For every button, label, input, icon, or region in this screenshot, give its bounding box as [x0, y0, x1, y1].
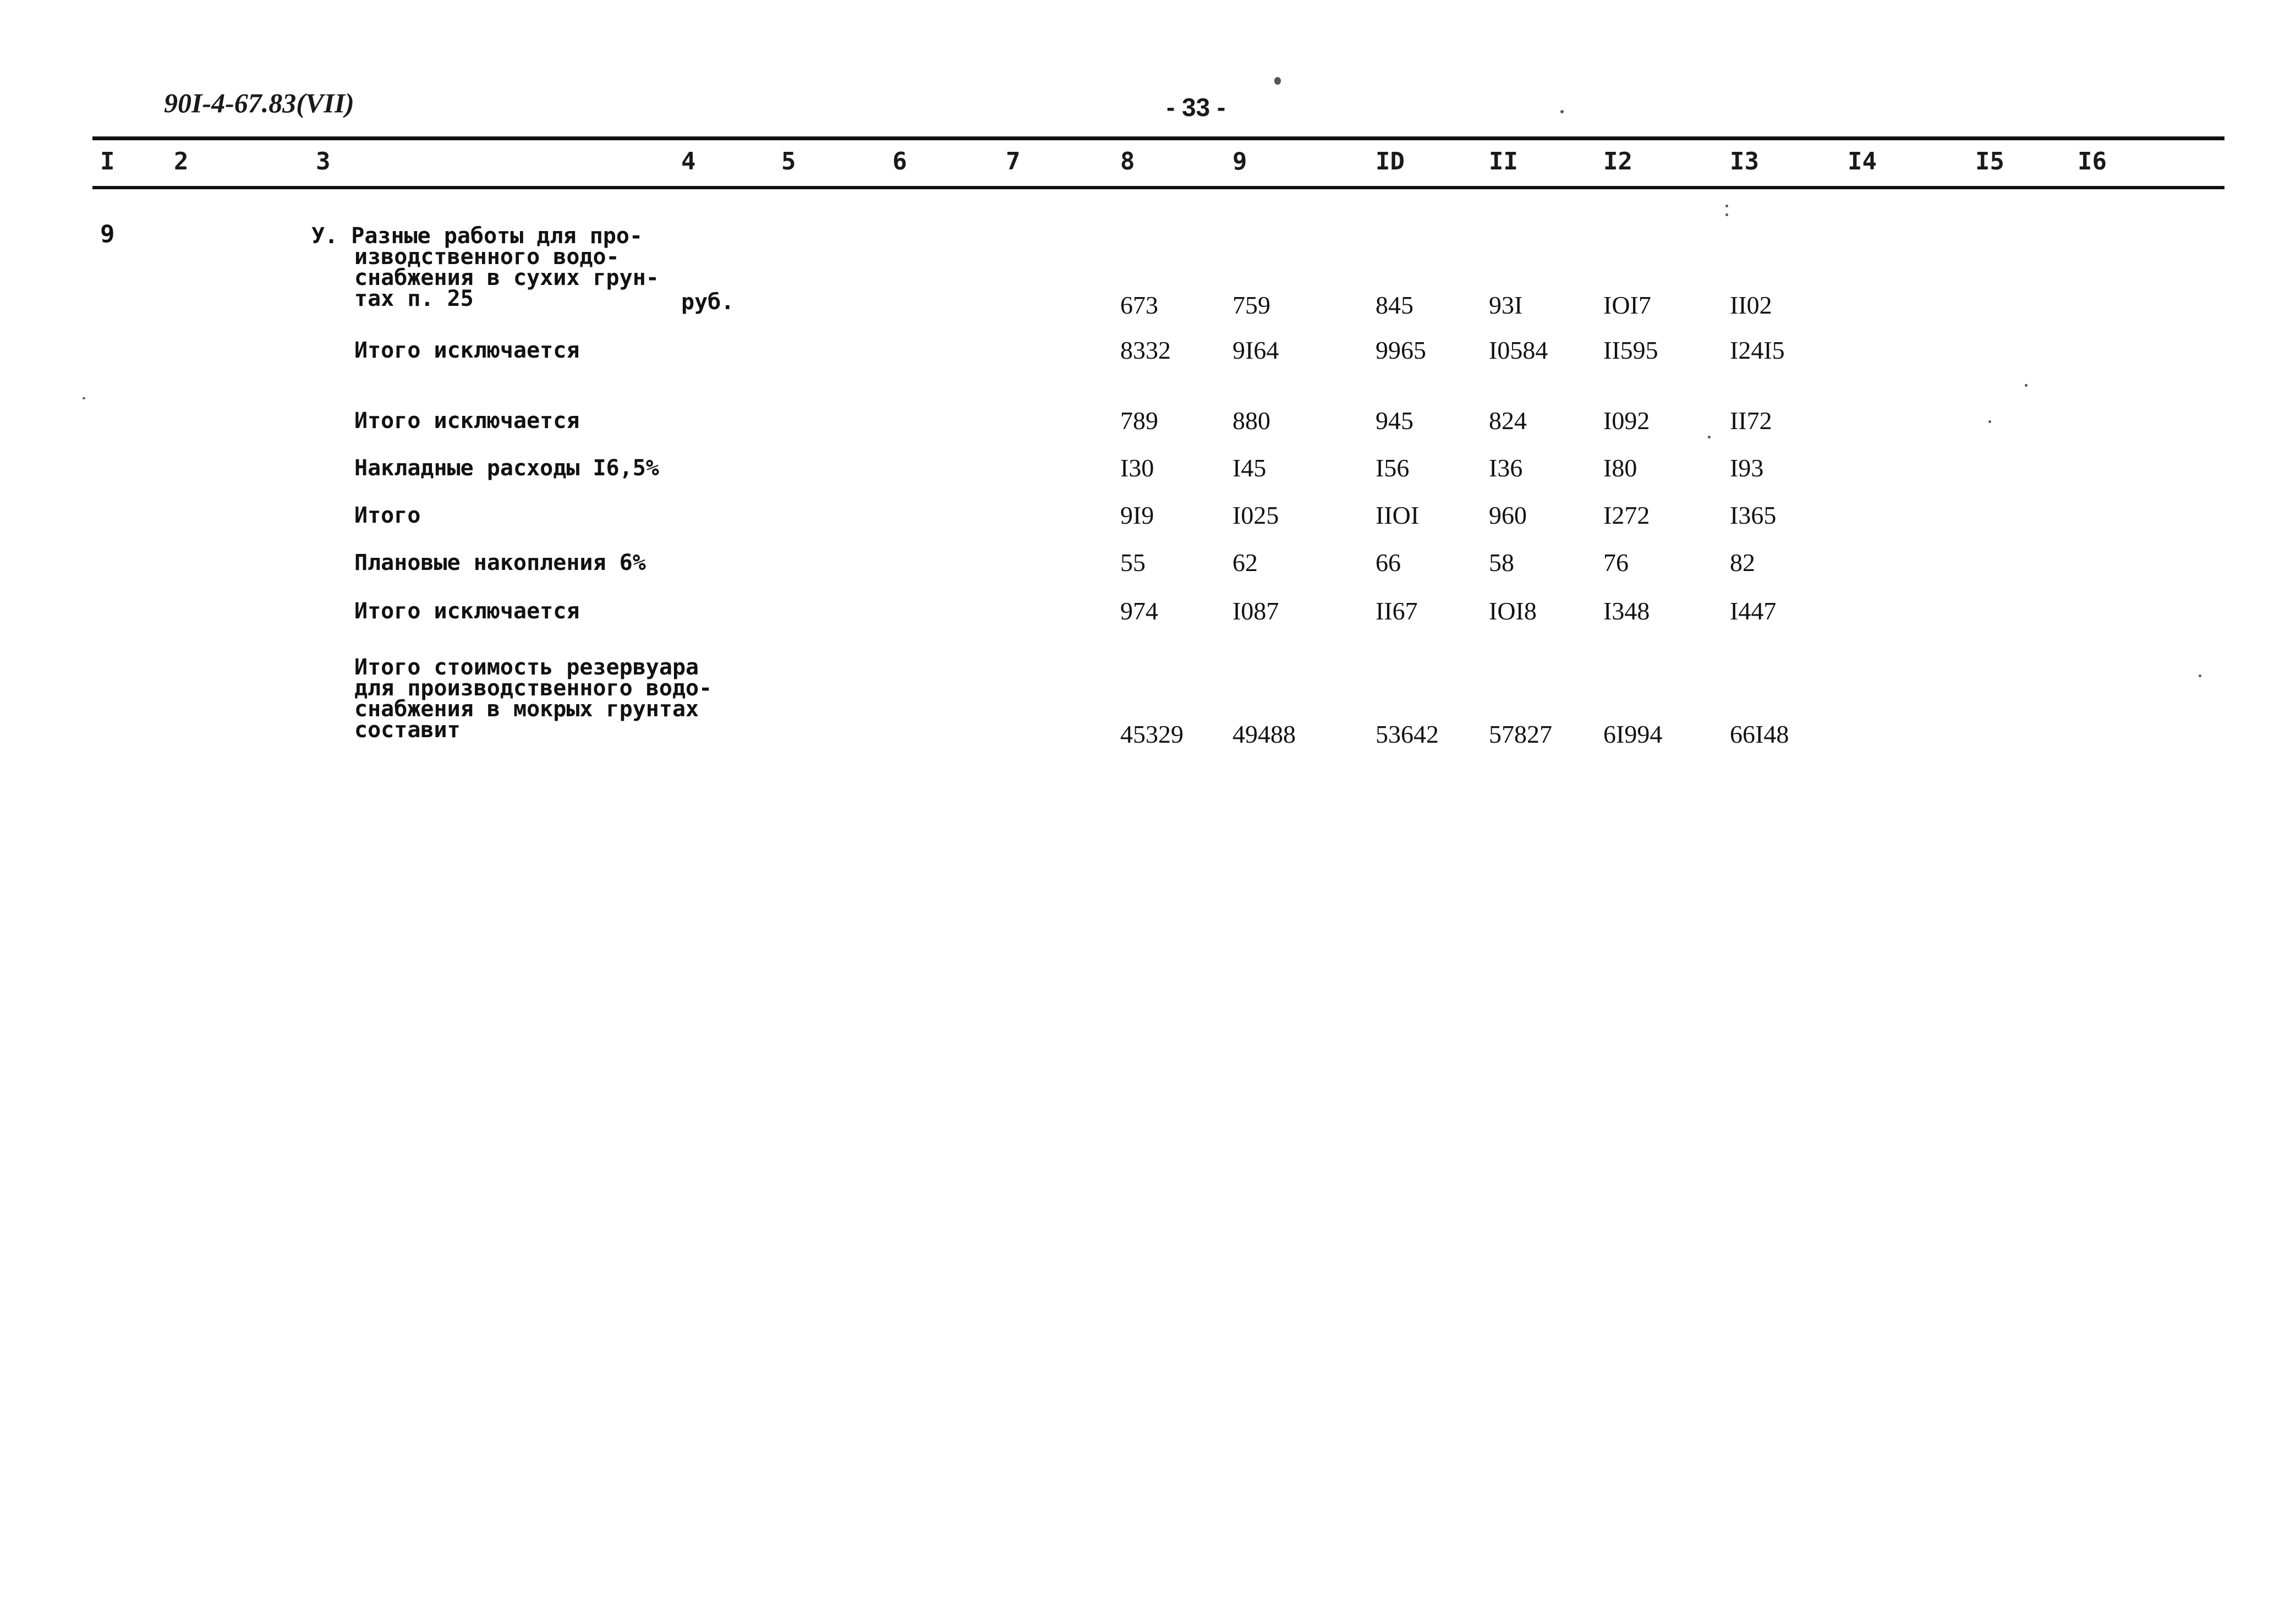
cell-value: I56 — [1376, 454, 1410, 482]
cell-value: I80 — [1603, 454, 1637, 482]
cell-value: 8332 — [1120, 336, 1171, 364]
row-label: Плановые накопления 6% — [354, 550, 646, 575]
cell-value: I24I5 — [1730, 336, 1785, 364]
cell-value: 845 — [1376, 291, 1413, 319]
cell-value: I365 — [1730, 501, 1777, 529]
cell-value: 82 — [1730, 548, 1755, 577]
cell-value: 57827 — [1489, 720, 1552, 748]
scan-speck — [1988, 420, 1991, 423]
row-label: составит — [354, 717, 461, 743]
cell-value: 93I — [1489, 291, 1523, 319]
column-header: 4 — [681, 147, 696, 175]
column-header: 8 — [1120, 147, 1135, 175]
row-label: Накладные расходы I6,5% — [354, 456, 659, 481]
scan-speck — [1725, 213, 1728, 216]
row-label: снабжения в мокрых грунтах — [354, 696, 699, 722]
column-header: II — [1489, 147, 1518, 175]
cell-value: 960 — [1489, 501, 1527, 529]
section-title-line: изводственного водо- — [354, 244, 620, 270]
scan-speck — [2025, 384, 2028, 387]
cell-value: 49488 — [1232, 720, 1296, 748]
column-header: 3 — [316, 147, 331, 175]
cell-value: II67 — [1376, 597, 1418, 625]
cell-value: 66 — [1376, 548, 1401, 577]
cell-value: II595 — [1603, 336, 1658, 364]
document-code: 90I-4-67.83(VII) — [164, 87, 354, 118]
cell-value: I447 — [1730, 597, 1777, 625]
section-title-line: снабжения в сухих грун- — [354, 265, 659, 290]
row-label: Итого исключается — [354, 338, 580, 363]
cell-value: 66I48 — [1730, 720, 1789, 748]
cell-value: IOI8 — [1489, 597, 1537, 625]
unit-label: руб. — [681, 289, 735, 315]
cell-value: 45329 — [1120, 720, 1183, 748]
cell-value: II72 — [1730, 407, 1772, 435]
page-number: - 33 - — [1166, 93, 1226, 122]
column-header: 2 — [174, 147, 189, 175]
scan-speck — [1560, 110, 1564, 113]
cell-value: I93 — [1730, 454, 1764, 482]
column-header: 7 — [1006, 147, 1021, 175]
column-header: I5 — [1975, 147, 2004, 175]
cell-value: IOI7 — [1603, 291, 1651, 319]
cell-value: 880 — [1232, 407, 1270, 435]
cell-value: I30 — [1120, 454, 1154, 482]
cell-value: II02 — [1730, 291, 1772, 319]
row-label: Итого исключается — [354, 408, 580, 434]
cell-value: I025 — [1232, 501, 1279, 529]
column-header: 6 — [892, 147, 907, 175]
column-header: 9 — [1232, 147, 1247, 175]
cell-value: I45 — [1232, 454, 1267, 482]
cell-value: 9I9 — [1120, 501, 1154, 529]
cell-value: 76 — [1603, 548, 1629, 577]
cell-value: 9965 — [1376, 336, 1426, 364]
row-label: Итого стоимость резервуара — [354, 655, 699, 680]
cell-value: 824 — [1489, 407, 1527, 435]
row-number: 9 — [100, 220, 115, 248]
cell-value: 53642 — [1376, 720, 1439, 748]
cell-value: 62 — [1232, 548, 1258, 577]
column-header: I4 — [1848, 147, 1877, 175]
column-header: ID — [1376, 147, 1405, 175]
scan-speck — [1725, 205, 1728, 207]
column-header: I2 — [1603, 147, 1632, 175]
scan-speck — [1274, 77, 1281, 85]
cell-value: I0584 — [1489, 336, 1548, 364]
scan-speck — [83, 397, 85, 399]
cell-value: 55 — [1120, 548, 1146, 577]
table-header-rule — [92, 186, 2224, 189]
table-top-rule — [92, 136, 2224, 140]
section-title-line: У. Разные работы для про- — [311, 223, 643, 249]
cell-value: I36 — [1489, 454, 1523, 482]
section-title-line: тах п. 25 — [354, 286, 474, 311]
column-header: 5 — [781, 147, 796, 175]
cell-value: IIOI — [1376, 501, 1420, 529]
column-header: I — [100, 147, 115, 175]
cell-value: 789 — [1120, 407, 1158, 435]
cell-value: 759 — [1232, 291, 1270, 319]
cell-value: 6I994 — [1603, 720, 1663, 748]
row-label: Итого — [354, 503, 421, 528]
cell-value: 9I64 — [1232, 336, 1279, 364]
cell-value: I087 — [1232, 597, 1279, 625]
scan-speck — [2199, 674, 2201, 677]
row-label: для производственного водо- — [354, 676, 713, 701]
cell-value: I272 — [1603, 501, 1650, 529]
cell-value: I092 — [1603, 407, 1650, 435]
cell-value: 945 — [1376, 407, 1413, 435]
column-header: I6 — [2078, 147, 2107, 175]
cell-value: I348 — [1603, 597, 1650, 625]
scan-speck — [1708, 436, 1711, 438]
row-label: Итого исключается — [354, 599, 580, 624]
cell-value: 974 — [1120, 597, 1158, 625]
column-header: I3 — [1730, 147, 1759, 175]
cell-value: 58 — [1489, 548, 1514, 577]
cell-value: 673 — [1120, 291, 1158, 319]
